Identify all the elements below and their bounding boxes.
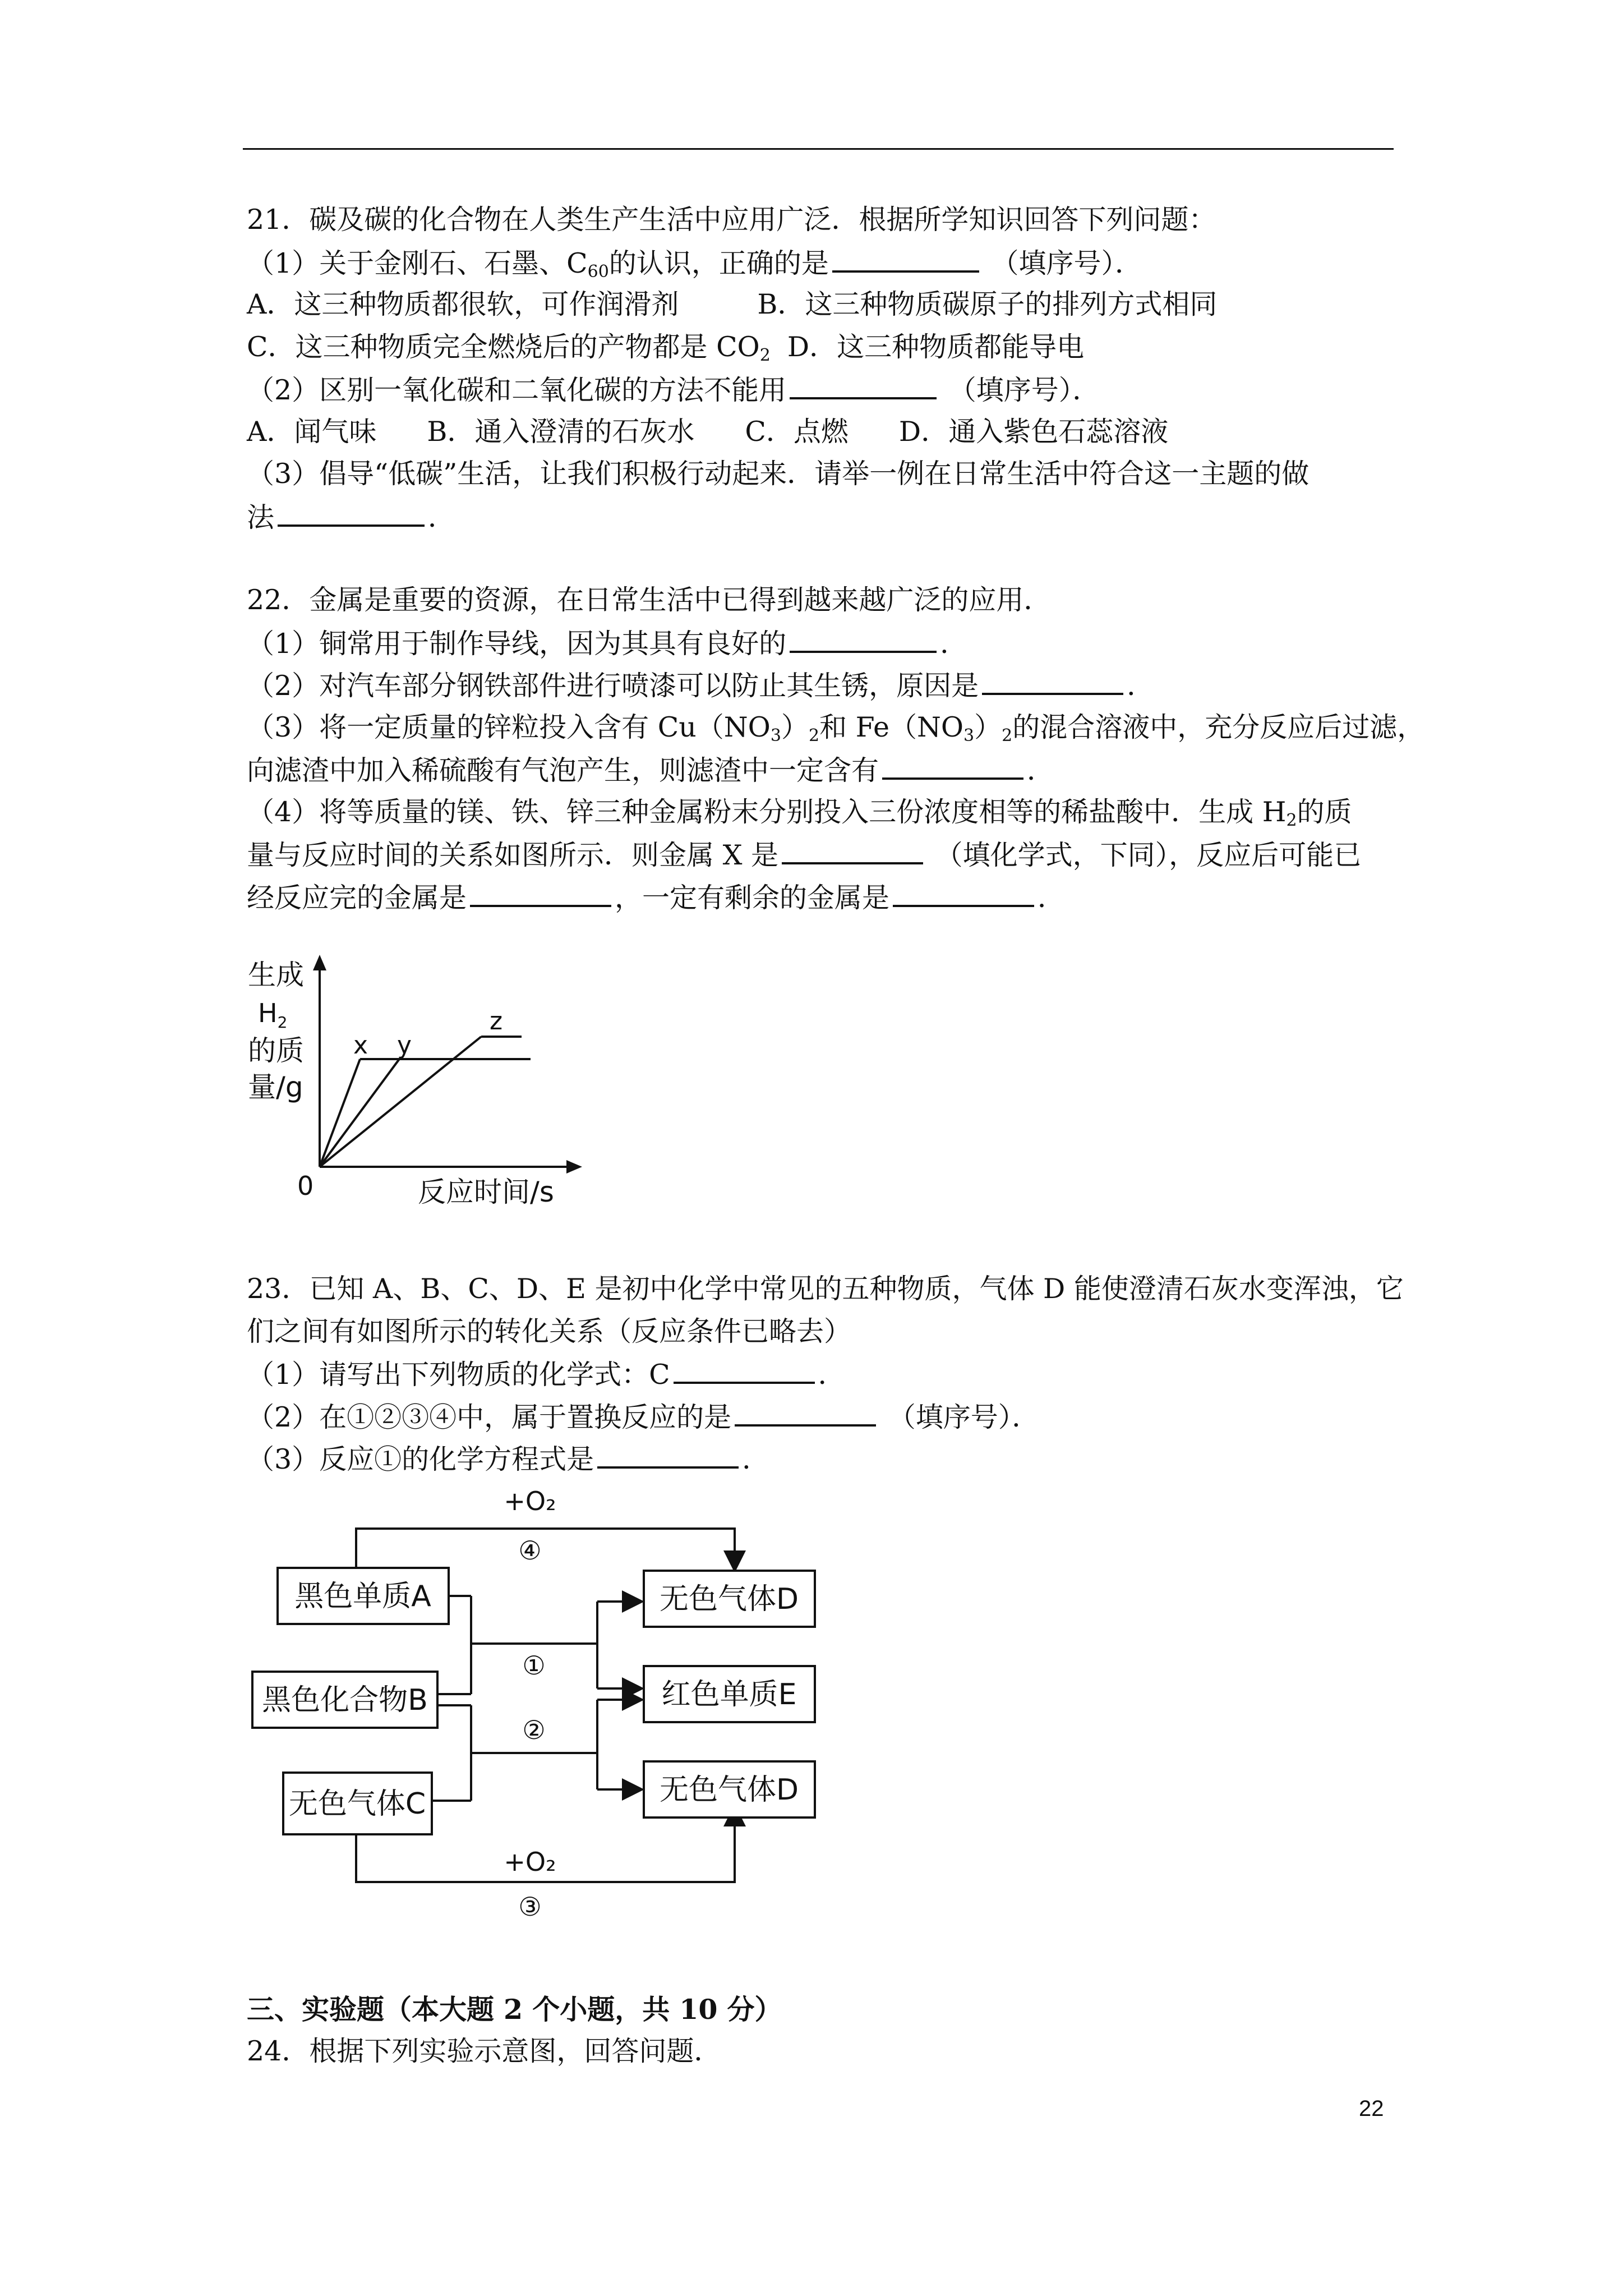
header-rule	[243, 148, 1394, 150]
q23-stem-1: 23．已知 A、B、C、D、E 是初中化学中常见的五种物质，气体 D 能使澄清石灰水变浑浊，它	[247, 1273, 1404, 1305]
q21-stem: 21．碳及碳的化合物在人类生产生活中应用广泛．根据所学知识回答下列问题：	[247, 204, 1216, 236]
q23-part1: （1）请写出下列物质的化学式：C ．	[247, 1357, 846, 1392]
answer-blank[interactable]	[893, 880, 1034, 907]
answer-blank[interactable]	[982, 668, 1123, 695]
q21-part3-line2: 法 ．	[247, 500, 455, 535]
graph-ylabel-4: 量/g	[248, 1071, 303, 1103]
graph-origin: 0	[297, 1171, 314, 1201]
q21-part3-line1: （3）倡导“低碳”生活，让我们积极行动起来．请举一例在日常生活中符合这一主题的做	[247, 458, 1310, 490]
q21-part1: （1）关于金刚石、石墨、$C_{60}$的认识，正确的是 （填序号）．	[247, 246, 1142, 289]
box-d1-label: 无色气体D	[659, 1582, 799, 1616]
o2-bottom-label: +O₂	[504, 1847, 556, 1877]
curve-x-label: x	[353, 1031, 368, 1060]
curve-y-label: y	[397, 1031, 412, 1060]
q22-part4-line2: 量与反应时间的关系如图所示．则金属 X 是 （填化学式，下同），反应后可能已	[247, 838, 1361, 872]
reaction-3-label: ③	[518, 1892, 542, 1922]
graph-ylabel-3: 的质	[248, 1034, 304, 1067]
q23-stem-2: 们之间有如图所示的转化关系（反应条件已略去）	[247, 1315, 852, 1347]
box-b-label: 黑色化合物B	[262, 1683, 428, 1717]
reaction-4-label: ④	[518, 1535, 542, 1566]
answer-blank[interactable]	[674, 1357, 815, 1384]
reaction-2-label: ②	[522, 1715, 546, 1745]
q22-part3-line1: （3）将一定质量的锌粒投入含有 $Cu(NO_3)_2$和 $Fe(NO_3)_2$的混合溶液中，充分反应后过滤，	[247, 711, 1425, 746]
graph-ylabel-2: $H_2$	[258, 998, 288, 1032]
answer-blank[interactable]	[832, 246, 979, 273]
graph-xlabel: 反应时间/s	[418, 1176, 554, 1208]
graph-ylabel-1: 生成	[248, 959, 304, 991]
q21-options-cd: C．这三种物质完全燃烧后的产物都是 $CO_2$ D．这三种物质都能导电	[247, 331, 1085, 365]
hydrogen-mass-graph	[241, 948, 589, 1217]
q23-part3: （3）反应①的化学方程式是 ．	[247, 1442, 769, 1476]
q22-part4-line3: 经反应完的金属是 ，一定有剩余的金属是 ．	[247, 880, 1065, 915]
q23-part2: （2）在①②③④中，属于置换反应的是 （填序号）．	[247, 1400, 1039, 1434]
q22-part1: （1）铜常用于制作导线，因为其具有良好的 ．	[247, 626, 967, 661]
answer-blank[interactable]	[278, 500, 425, 527]
answer-blank[interactable]	[790, 626, 937, 653]
box-c-label: 无色气体C	[288, 1787, 426, 1821]
answer-blank[interactable]	[597, 1442, 739, 1469]
box-a-label: 黑色单质A	[294, 1580, 431, 1613]
conversion-flow-diagram	[241, 1481, 852, 1930]
answer-blank[interactable]	[470, 880, 611, 907]
box-d2-label: 无色气体D	[659, 1773, 799, 1807]
q22-part2: （2）对汽车部分钢铁部件进行喷漆可以防止其生锈，原因是 ．	[247, 668, 1154, 703]
curve-z-label: z	[490, 1007, 503, 1036]
q22-part4-line1: （4）将等质量的镁、铁、锌三种金属粉末分别投入三份浓度相等的稀盐酸中．生成 $H_2$的质	[247, 796, 1352, 830]
section3-heading: 三、实验题（本大题 2 个小题，共 10 分）	[247, 1993, 782, 2026]
q24-stem: 24．根据下列实验示意图，回答问题．	[247, 2035, 722, 2067]
q21-part2: （2）区别一氧化碳和二氧化碳的方法不能用 （填序号）．	[247, 372, 1100, 407]
page-number: 22	[1359, 2096, 1384, 2121]
q21-part2-options: A．闻气味 B．通入澄清的石灰水 C．点燃 D．通入紫色石蕊溶液	[247, 416, 1169, 448]
o2-top-label: +O₂	[504, 1486, 556, 1516]
q22-stem: 22．金属是重要的资源，在日常生活中已得到越来越广泛的应用．	[247, 584, 1052, 616]
q21-options-ab: A．这三种物质都很软，可作润滑剂 B．这三种物质碳原子的排列方式相同	[247, 288, 1218, 320]
box-e-label: 红色单质E	[661, 1678, 797, 1711]
reaction-1-label: ①	[522, 1650, 546, 1681]
answer-blank[interactable]	[782, 838, 923, 864]
answer-blank[interactable]	[735, 1400, 876, 1427]
answer-blank[interactable]	[882, 753, 1023, 780]
answer-blank[interactable]	[790, 372, 937, 399]
q22-part3-line2: 向滤渣中加入稀硫酸有气泡产生，则滤渣中一定含有 ．	[247, 753, 1054, 788]
